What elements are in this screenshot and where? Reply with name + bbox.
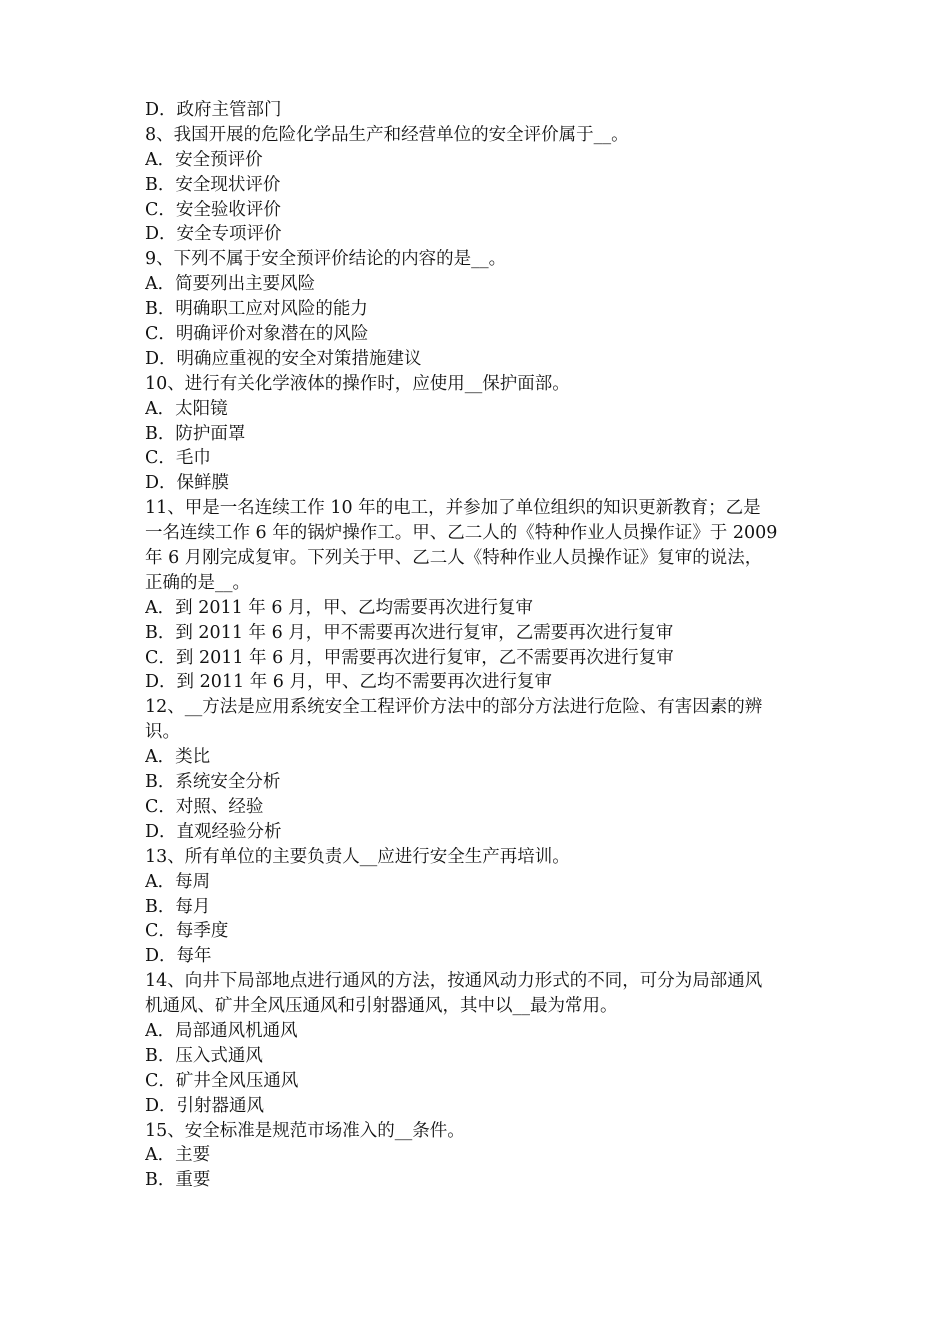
document-page xyxy=(145,98,810,1193)
option-line: C．到 2011 年 6 月，甲需要再次进行复审，乙不需要再次进行复审 xyxy=(145,647,674,668)
option-line: A．类比 xyxy=(145,747,211,768)
question-11-cont: 一名连续工作 6 年的锅炉操作工。甲、乙二人的《特种作业人员操作证》于 2009 xyxy=(145,523,778,544)
option-line: A．简要列出主要风险 xyxy=(145,274,316,295)
option-line: B．压入式通风 xyxy=(145,1045,263,1066)
question-11: 11、甲是一名连续工作 10 年的电工，并参加了单位组织的知识更新教育；乙是 xyxy=(145,498,761,519)
option-line: A．主要 xyxy=(145,1145,211,1166)
option-line: A．局部通风机通风 xyxy=(145,1020,298,1041)
question-13: 13、所有单位的主要负责人__应进行安全生产再培训。 xyxy=(145,846,570,867)
question-11-cont: 年 6 月刚完成复审。下列关于甲、乙二人《特种作业人员操作证》复审的说法， xyxy=(145,548,763,569)
option-line: D．安全专项评价 xyxy=(145,224,282,245)
question-9: 9、下列不属于安全预评价结论的内容的是__。 xyxy=(145,249,507,270)
question-12: 12、__方法是应用系统安全工程评价方法中的部分方法进行危险、有害因素的辨 xyxy=(145,697,763,718)
option-line: C．每季度 xyxy=(145,921,229,942)
option-line: C．毛巾 xyxy=(145,448,211,469)
option-line: B．每月 xyxy=(145,896,211,917)
option-line: D．引射器通风 xyxy=(145,1095,265,1116)
option-line: D．每年 xyxy=(145,946,212,967)
question-14: 14、向井下局部地点进行通风的方法，按通风动力形式的不同，可分为局部通风 xyxy=(145,971,763,992)
option-line: C．对照、经验 xyxy=(145,796,264,817)
option-line: D．明确应重视的安全对策措施建议 xyxy=(145,348,422,369)
option-line: B．系统安全分析 xyxy=(145,772,281,793)
option-line: B．到 2011 年 6 月，甲不需要再次进行复审，乙需要再次进行复审 xyxy=(145,622,674,643)
question-10: 10、进行有关化学液体的操作时，应使用__保护面部。 xyxy=(145,373,570,394)
question-14-cont: 机通风、矿井全风压通风和引射器通风，其中以__最为常用。 xyxy=(145,996,618,1017)
option-line: C．明确评价对象潜在的风险 xyxy=(145,324,369,345)
question-8: 8、我国开展的危险化学品生产和经营单位的安全评价属于__。 xyxy=(145,124,629,145)
text-line: D．政府主管部门 xyxy=(145,100,282,120)
question-15: 15、安全标准是规范市场准入的__条件。 xyxy=(145,1120,465,1141)
option-line: C．矿井全风压通风 xyxy=(145,1070,299,1091)
option-line: A．安全预评价 xyxy=(145,149,263,170)
option-line: A．每周 xyxy=(145,871,211,892)
option-line: D．保鲜膜 xyxy=(145,473,230,494)
option-line: B．明确职工应对风险的能力 xyxy=(145,299,368,320)
option-line: D．直观经验分析 xyxy=(145,821,282,842)
option-line: B．安全现状评价 xyxy=(145,174,281,195)
option-line: B．重要 xyxy=(145,1170,211,1191)
option-line: B．防护面罩 xyxy=(145,423,246,444)
question-12-cont: 识。 xyxy=(145,722,180,743)
option-line: A．太阳镜 xyxy=(145,398,228,419)
option-line: D．到 2011 年 6 月，甲、乙均不需要再次进行复审 xyxy=(145,672,552,693)
option-line: A．到 2011 年 6 月，甲、乙均需要再次进行复审 xyxy=(145,597,534,618)
question-11-cont: 正确的是__。 xyxy=(145,572,250,593)
option-line: C．安全验收评价 xyxy=(145,199,281,220)
